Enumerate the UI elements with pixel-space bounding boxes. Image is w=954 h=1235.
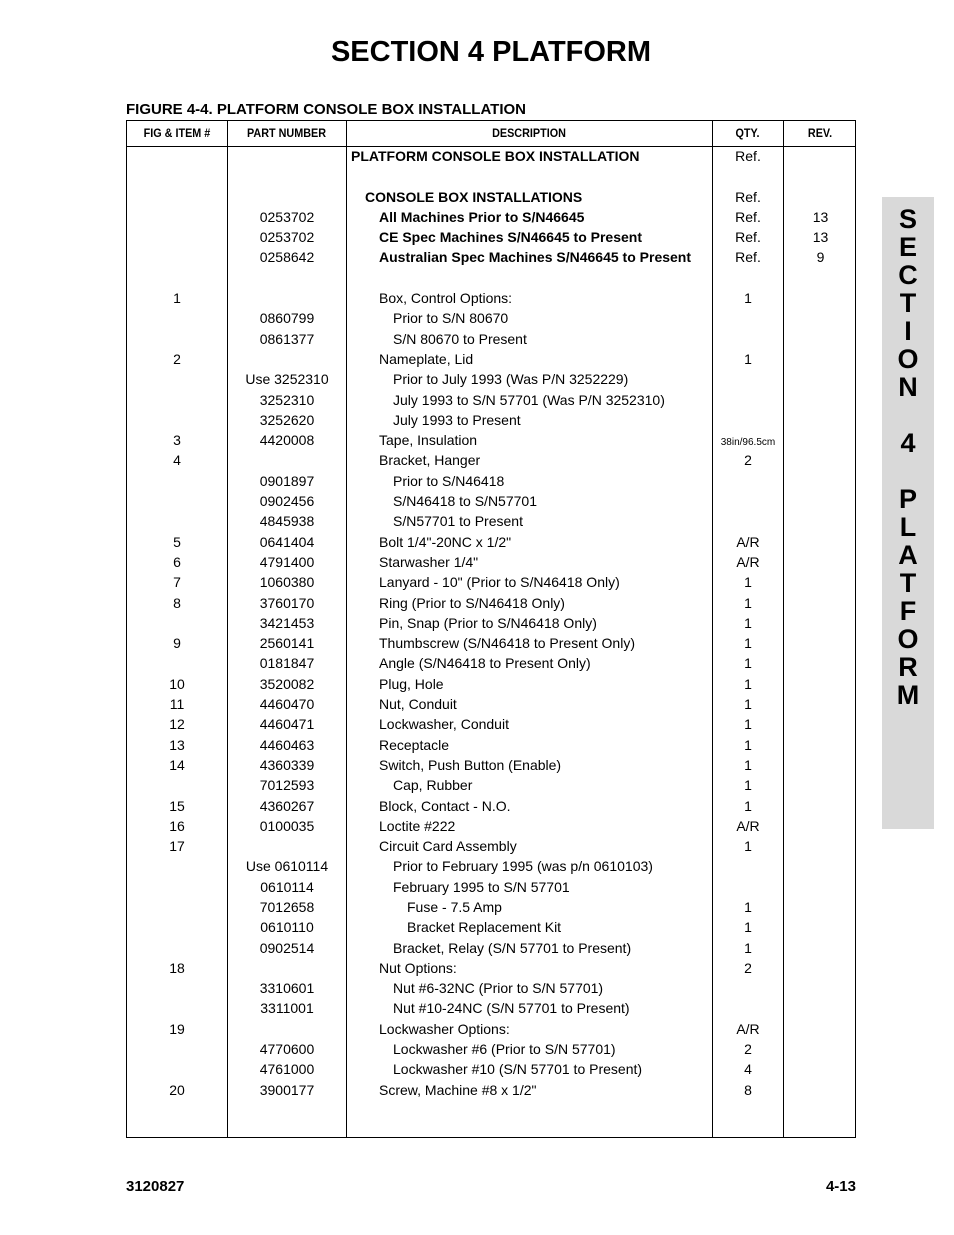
qty-cell: 1 xyxy=(744,797,752,814)
part-number-cell: 4420008 xyxy=(259,432,315,449)
part-number-cell: 0610110 xyxy=(260,919,314,936)
part-number-cell: 4460471 xyxy=(259,716,315,733)
table-row xyxy=(127,878,855,898)
qty-cell: Ref. xyxy=(735,188,761,205)
table-row xyxy=(127,979,855,999)
side-tab-letter: P xyxy=(898,484,917,514)
part-number-cell: 0258642 xyxy=(259,249,315,266)
fig-item-cell: 1 xyxy=(173,290,181,307)
description-cell: Bolt 1/4"-20NC x 1/2" xyxy=(379,533,512,550)
description-cell: Screw, Machine #8 x 1/2" xyxy=(379,1081,537,1098)
figure-title: FIGURE 4-4. PLATFORM CONSOLE BOX INSTALLATION xyxy=(126,101,526,118)
fig-item-cell: 7 xyxy=(173,574,181,591)
part-number-cell: Use 3252310 xyxy=(245,371,329,388)
table-row xyxy=(127,695,855,715)
rev-cell: 9 xyxy=(816,249,825,266)
table-row xyxy=(127,431,855,451)
part-number-cell: 4460463 xyxy=(259,736,315,753)
fig-item-cell: 13 xyxy=(169,736,185,753)
description-cell: July 1993 to Present xyxy=(393,411,521,428)
qty-cell: 1 xyxy=(744,614,752,631)
table-row xyxy=(127,391,855,411)
side-tab-letter: C xyxy=(898,260,918,290)
fig-item-cell: 9 xyxy=(173,635,181,652)
part-number-cell: 0253702 xyxy=(259,208,315,225)
qty-cell: 1 xyxy=(744,290,752,307)
table-row xyxy=(127,512,855,532)
qty-cell: 1 xyxy=(744,696,752,713)
part-number-cell: 4460470 xyxy=(259,696,315,713)
side-tab-letter: A xyxy=(898,540,918,570)
side-tab-letter: E xyxy=(898,232,917,262)
table-row xyxy=(127,1020,855,1040)
qty-cell: 1 xyxy=(744,838,752,855)
table-row xyxy=(127,817,855,837)
page-number: 4-13 xyxy=(825,1178,856,1195)
description-cell: Bracket, Hanger xyxy=(379,452,481,469)
part-number-cell: 0100035 xyxy=(259,817,315,834)
fig-item-cell: 11 xyxy=(169,696,185,713)
table-row xyxy=(127,654,855,674)
table-row xyxy=(127,1040,855,1060)
part-number-cell: 3310601 xyxy=(259,980,315,997)
description-cell: Prior to July 1993 (Was P/N 3252229) xyxy=(393,371,629,388)
description-cell: Block, Contact - N.O. xyxy=(379,797,511,814)
fig-item-cell: 2 xyxy=(173,350,181,367)
side-tab-letter: O xyxy=(897,344,919,374)
part-number-cell: 4845938 xyxy=(259,513,315,530)
description-cell: Switch, Push Button (Enable) xyxy=(379,756,562,773)
table-row xyxy=(127,269,855,289)
header-description: DESCRIPTION xyxy=(492,126,566,140)
part-number-cell: 4791400 xyxy=(259,553,315,570)
qty-cell: 1 xyxy=(744,635,752,652)
qty-cell: 1 xyxy=(744,919,752,936)
qty-cell: A/R xyxy=(736,553,760,570)
part-number-cell: 0902456 xyxy=(259,493,315,510)
qty-cell: Ref. xyxy=(735,208,761,225)
part-number-cell: 7012658 xyxy=(259,898,315,915)
table-row xyxy=(127,918,855,938)
side-tab-letter: O xyxy=(897,624,919,654)
table-row xyxy=(127,634,855,654)
qty-cell: Ref. xyxy=(735,249,761,266)
table-row xyxy=(127,553,855,573)
qty-cell: Ref. xyxy=(735,148,761,164)
qty-cell: 1 xyxy=(744,574,752,591)
rev-cell: 13 xyxy=(812,229,829,246)
fig-item-cell: 16 xyxy=(169,817,185,834)
side-tab-letter: L xyxy=(899,512,917,542)
table-row xyxy=(127,330,855,350)
description-cell: Nameplate, Lid xyxy=(379,350,474,367)
part-number-cell: 2560141 xyxy=(259,635,315,652)
description-cell: Lockwasher #6 (Prior to S/N 57701) xyxy=(393,1041,616,1058)
qty-cell: 1 xyxy=(744,350,752,367)
description-cell: Lanyard - 10" (Prior to S/N46418 Only) xyxy=(379,574,620,591)
description-cell: Cap, Rubber xyxy=(393,777,473,794)
qty-cell: 1 xyxy=(744,777,752,794)
part-number-cell: 4360267 xyxy=(259,797,315,814)
qty-cell: 2 xyxy=(744,1041,752,1058)
section-side-tab xyxy=(882,197,934,829)
part-number-cell: 3900177 xyxy=(259,1081,315,1098)
qty-cell: Ref. xyxy=(735,229,761,246)
table-row xyxy=(127,208,855,228)
description-cell: Lockwasher, Conduit xyxy=(379,716,509,733)
description-cell: Ring (Prior to S/N46418 Only) xyxy=(379,594,565,611)
part-number-cell: 0181847 xyxy=(259,655,315,672)
qty-cell: A/R xyxy=(736,817,760,834)
fig-item-cell: 18 xyxy=(169,959,185,976)
table-row xyxy=(127,411,855,431)
part-number-cell: 7012593 xyxy=(259,777,315,794)
part-number-cell: 3311001 xyxy=(260,1000,314,1017)
side-tab-letter: R xyxy=(898,652,918,682)
description-cell: Loctite #222 xyxy=(379,817,456,834)
part-number-cell: 4770600 xyxy=(259,1041,315,1058)
side-tab-letter: 4 xyxy=(900,428,916,458)
part-number-cell: 0902514 xyxy=(259,939,315,956)
description-cell: Nut #6-32NC (Prior to S/N 57701) xyxy=(393,980,604,997)
description-cell: Nut #10-24NC (S/N 57701 to Present) xyxy=(393,1000,630,1017)
description-cell: Starwasher 1/4" xyxy=(379,553,479,570)
qty-cell: 1 xyxy=(744,594,752,611)
table-row xyxy=(127,451,855,471)
description-cell: Nut, Conduit xyxy=(379,696,457,713)
header-qty: QTY. xyxy=(735,126,760,140)
side-tab-letter: F xyxy=(899,596,917,626)
table-row xyxy=(127,776,855,796)
part-number-cell: 4761000 xyxy=(259,1061,315,1078)
qty-cell: 1 xyxy=(744,898,752,915)
description-cell: Australian Spec Machines S/N46645 to Present xyxy=(379,249,692,266)
description-cell: Angle (S/N46418 to Present Only) xyxy=(379,655,591,672)
table-row xyxy=(127,370,855,390)
fig-item-cell: 6 xyxy=(173,553,181,570)
table-body xyxy=(127,147,855,1101)
part-number-cell: Use 0610114 xyxy=(245,858,329,875)
description-cell: Bracket Replacement Kit xyxy=(407,919,562,936)
table-row xyxy=(127,999,855,1019)
qty-cell: 8 xyxy=(744,1081,752,1098)
table-row xyxy=(127,675,855,695)
fig-item-cell: 3 xyxy=(173,432,181,449)
part-number-cell: 0860799 xyxy=(259,310,315,327)
part-number-cell: 4360339 xyxy=(259,756,315,773)
part-number-cell: 3252620 xyxy=(259,411,315,428)
description-cell: February 1995 to S/N 57701 xyxy=(393,878,570,895)
fig-item-cell: 12 xyxy=(169,716,185,733)
table-row xyxy=(127,472,855,492)
part-number-cell: 3760170 xyxy=(259,594,315,611)
fig-item-cell: 10 xyxy=(169,675,185,692)
qty-cell: 1 xyxy=(744,939,752,956)
table-row xyxy=(127,188,855,208)
header-rev: REV. xyxy=(807,126,833,140)
qty-cell: 1 xyxy=(744,736,752,753)
description-cell: Fuse - 7.5 Amp xyxy=(407,898,502,915)
part-number-cell: 3252310 xyxy=(259,391,315,408)
description-cell: Nut Options: xyxy=(379,959,457,976)
fig-item-cell: 17 xyxy=(169,838,185,855)
table-row xyxy=(127,898,855,918)
part-number-cell: 0610114 xyxy=(260,878,314,895)
table-row xyxy=(127,228,855,248)
qty-cell: 1 xyxy=(744,756,752,773)
table-row xyxy=(127,614,855,634)
part-number-cell: 0641404 xyxy=(259,533,315,550)
fig-item-cell: 8 xyxy=(173,594,181,611)
description-cell: Tape, Insulation xyxy=(379,432,478,449)
qty-cell: 1 xyxy=(744,655,752,672)
part-number-cell: 3421453 xyxy=(259,614,315,631)
side-tab-letter: I xyxy=(904,316,912,346)
description-cell: S/N57701 to Present xyxy=(393,513,523,530)
description-cell: CONSOLE BOX INSTALLATIONS xyxy=(365,188,583,205)
header-part-number: PART NUMBER xyxy=(246,126,327,140)
description-cell: Lockwasher #10 (S/N 57701 to Present) xyxy=(393,1061,643,1078)
part-number-cell: 0861377 xyxy=(259,330,315,347)
table-row xyxy=(127,167,855,187)
description-cell: S/N 80670 to Present xyxy=(393,330,527,347)
description-cell: Prior to February 1995 (was p/n 0610103) xyxy=(393,858,653,875)
description-cell: All Machines Prior to S/N46645 xyxy=(379,208,585,225)
fig-item-cell: 19 xyxy=(169,1020,185,1037)
table-row xyxy=(127,736,855,756)
fig-item-cell: 5 xyxy=(173,533,181,550)
part-number-cell: 3520082 xyxy=(259,675,315,692)
description-cell: PLATFORM CONSOLE BOX INSTALLATION xyxy=(351,148,640,164)
fig-item-cell: 4 xyxy=(173,452,181,469)
description-cell: CE Spec Machines S/N46645 to Present xyxy=(379,229,642,246)
qty-cell: 2 xyxy=(744,452,752,469)
table-row xyxy=(127,533,855,553)
side-tab-letter: M xyxy=(896,680,920,710)
table-row xyxy=(127,959,855,979)
fig-item-cell: 14 xyxy=(169,756,185,773)
description-cell: Box, Control Options: xyxy=(379,290,513,307)
description-cell: Bracket, Relay (S/N 57701 to Present) xyxy=(393,939,632,956)
table-row xyxy=(127,797,855,817)
section-title: SECTION 4 PLATFORM xyxy=(330,36,652,68)
table-row xyxy=(127,939,855,959)
side-tab-letter: T xyxy=(899,288,917,318)
fig-item-cell: 20 xyxy=(169,1081,185,1098)
description-cell: Prior to S/N46418 xyxy=(393,472,505,489)
qty-cell: 1 xyxy=(744,716,752,733)
side-tab-letter: N xyxy=(898,372,918,402)
description-cell: Circuit Card Assembly xyxy=(379,838,517,855)
table-row xyxy=(127,147,855,167)
description-cell: July 1993 to S/N 57701 (Was P/N 3252310) xyxy=(393,391,665,408)
description-cell: S/N46418 to S/N57701 xyxy=(393,493,537,510)
description-cell: Plug, Hole xyxy=(379,675,444,692)
table-row xyxy=(127,573,855,593)
table-row xyxy=(127,756,855,776)
parts-table xyxy=(126,120,856,1138)
table-row xyxy=(127,1081,855,1101)
table-row xyxy=(127,837,855,857)
table-row xyxy=(127,248,855,268)
qty-cell: 38in/96.5cm xyxy=(720,437,776,449)
description-cell: Prior to S/N 80670 xyxy=(393,310,509,327)
qty-cell: 1 xyxy=(744,675,752,692)
table-row xyxy=(127,594,855,614)
side-tab-letter: S xyxy=(898,204,917,234)
part-number-cell: 0901897 xyxy=(259,472,315,489)
part-number-cell: 0253702 xyxy=(259,229,315,246)
table-row xyxy=(127,715,855,735)
qty-cell: 4 xyxy=(744,1061,752,1078)
qty-cell: A/R xyxy=(736,1020,760,1037)
part-number-cell: 1060380 xyxy=(259,574,315,591)
table-row xyxy=(127,492,855,512)
table-row xyxy=(127,350,855,370)
table-row xyxy=(127,857,855,877)
description-cell: Lockwasher Options: xyxy=(379,1020,510,1037)
table-row xyxy=(127,289,855,309)
description-cell: Receptacle xyxy=(379,736,450,753)
fig-item-cell: 15 xyxy=(169,797,185,814)
description-cell: Pin, Snap (Prior to S/N46418 Only) xyxy=(379,614,597,631)
qty-cell: A/R xyxy=(736,533,760,550)
qty-cell: 2 xyxy=(744,959,752,976)
rev-cell: 13 xyxy=(812,208,829,225)
side-tab-letter: T xyxy=(899,568,917,598)
description-cell: Thumbscrew (S/N46418 to Present Only) xyxy=(379,635,635,652)
document-number: 3120827 xyxy=(126,1178,185,1195)
header-fig: FIG & ITEM # xyxy=(143,126,211,140)
table-row xyxy=(127,1060,855,1080)
table-row xyxy=(127,309,855,329)
